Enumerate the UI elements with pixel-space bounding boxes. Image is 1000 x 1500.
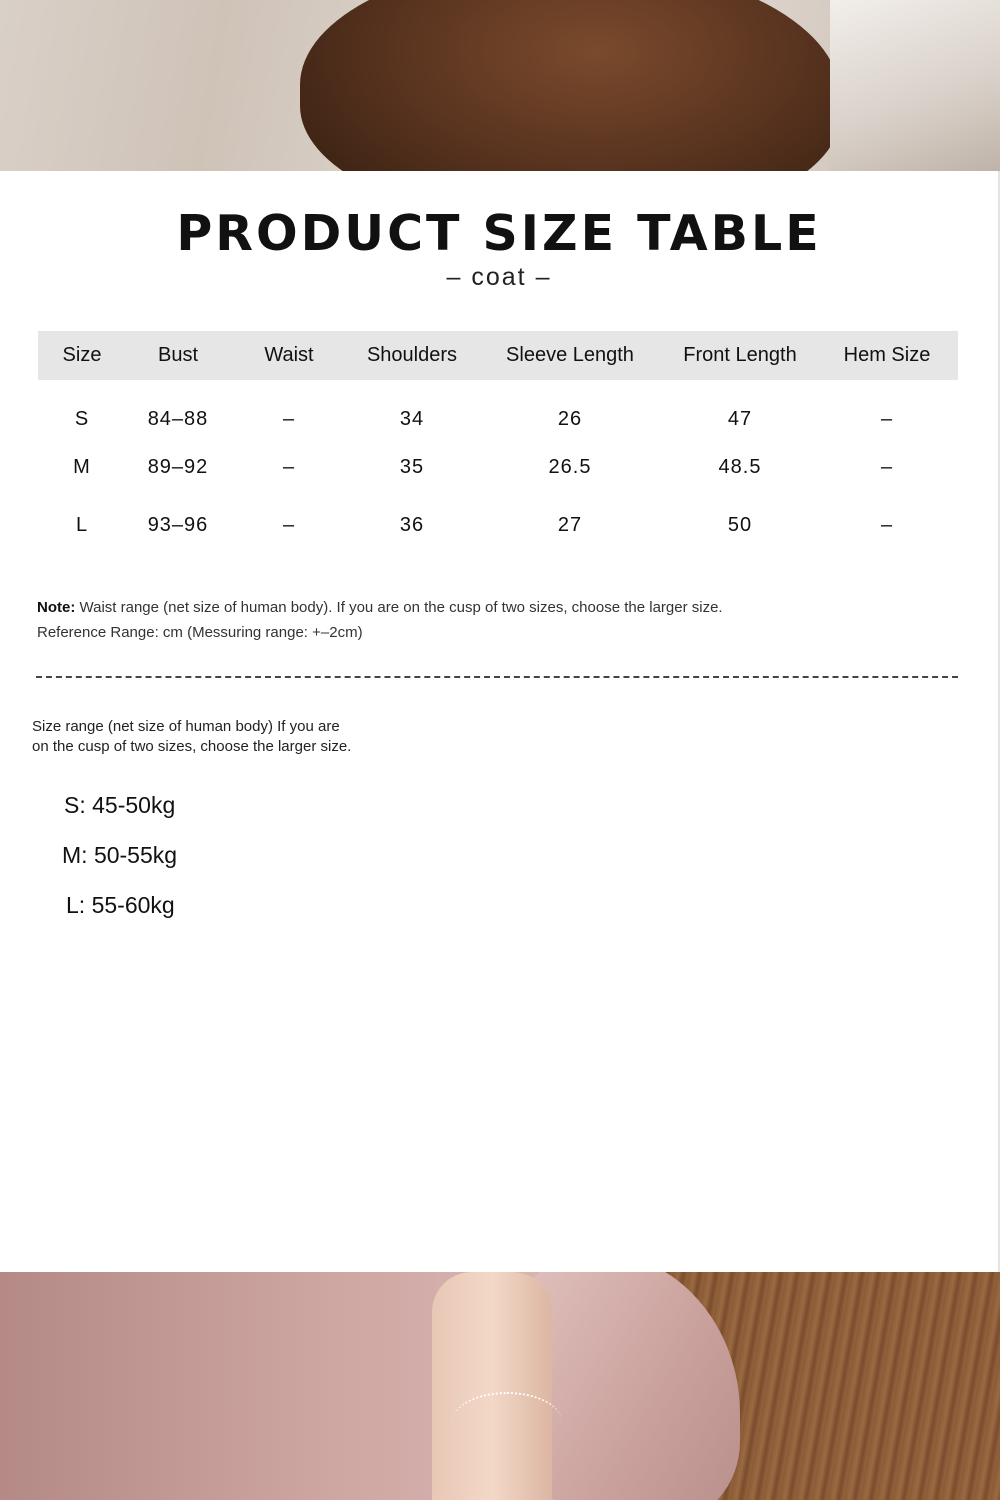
size-table — [38, 331, 958, 554]
model-arm-image — [432, 1272, 552, 1500]
table-row — [38, 496, 958, 554]
table-cell: 26.5 — [548, 455, 592, 478]
note-label: Note: — [37, 599, 76, 616]
table-cell: 89–92 — [147, 455, 209, 478]
table-cell: – — [282, 513, 296, 536]
table-row — [38, 380, 958, 438]
table-cell: – — [282, 407, 296, 430]
page-subtitle: – coat – — [446, 263, 552, 291]
background-window-image — [830, 0, 1000, 171]
weight-guide-intro-line-1: Size range (net size of human body) If you are — [32, 718, 340, 735]
weight-guide-item: L: 55-60kg — [66, 892, 175, 918]
measurement-note — [37, 595, 723, 645]
column-header: Size — [62, 344, 102, 366]
weight-guide-item: S: 45-50kg — [64, 792, 176, 818]
table-cell: 35 — [399, 455, 425, 478]
table-cell: – — [880, 455, 894, 478]
model-hair-image — [300, 0, 840, 171]
size-table-card — [0, 171, 998, 1272]
note-line-1 — [37, 595, 723, 620]
table-cell: S — [74, 407, 90, 430]
table-cell: L — [75, 513, 89, 536]
column-header: Waist — [264, 344, 314, 366]
weight-guide-intro — [32, 717, 372, 757]
note-line-2: Reference Range: cm (Messuring range: +–2cm) — [37, 624, 363, 641]
table-cell: 26 — [557, 407, 583, 430]
pearl-bracelet-image — [452, 1392, 562, 1452]
column-header: Bust — [157, 344, 199, 366]
table-cell: 93–96 — [147, 513, 209, 536]
table-cell: 27 — [557, 513, 583, 536]
note-text: Waist range (net size of human body). If you are on the cusp of two sizes, choose the larger size. — [75, 599, 723, 616]
page-title: PRODUCT SIZE TABLE — [176, 205, 822, 262]
column-header: Shoulders — [366, 344, 458, 366]
table-cell: 48.5 — [718, 455, 762, 478]
column-header: Front Length — [683, 344, 797, 366]
table-cell: 84–88 — [147, 407, 209, 430]
bottom-photo — [0, 1272, 1000, 1500]
table-cell: – — [880, 513, 894, 536]
weight-guide-intro-line-2: on the cusp of two sizes, choose the larger size. — [32, 738, 352, 755]
table-header-row — [38, 331, 958, 380]
column-header: Sleeve Length — [506, 344, 634, 366]
table-cell: – — [880, 407, 894, 430]
weight-guide-item: M: 50-55kg — [62, 842, 178, 868]
table-cell: 36 — [399, 513, 425, 536]
top-photo — [0, 0, 1000, 171]
dashed-divider — [36, 676, 958, 678]
table-cell: M — [73, 455, 91, 478]
table-cell: 50 — [727, 513, 753, 536]
table-row — [38, 438, 958, 496]
table-cell: – — [282, 455, 296, 478]
table-cell: 47 — [727, 407, 753, 430]
column-header: Hem Size — [843, 344, 931, 366]
table-cell: 34 — [399, 407, 425, 430]
